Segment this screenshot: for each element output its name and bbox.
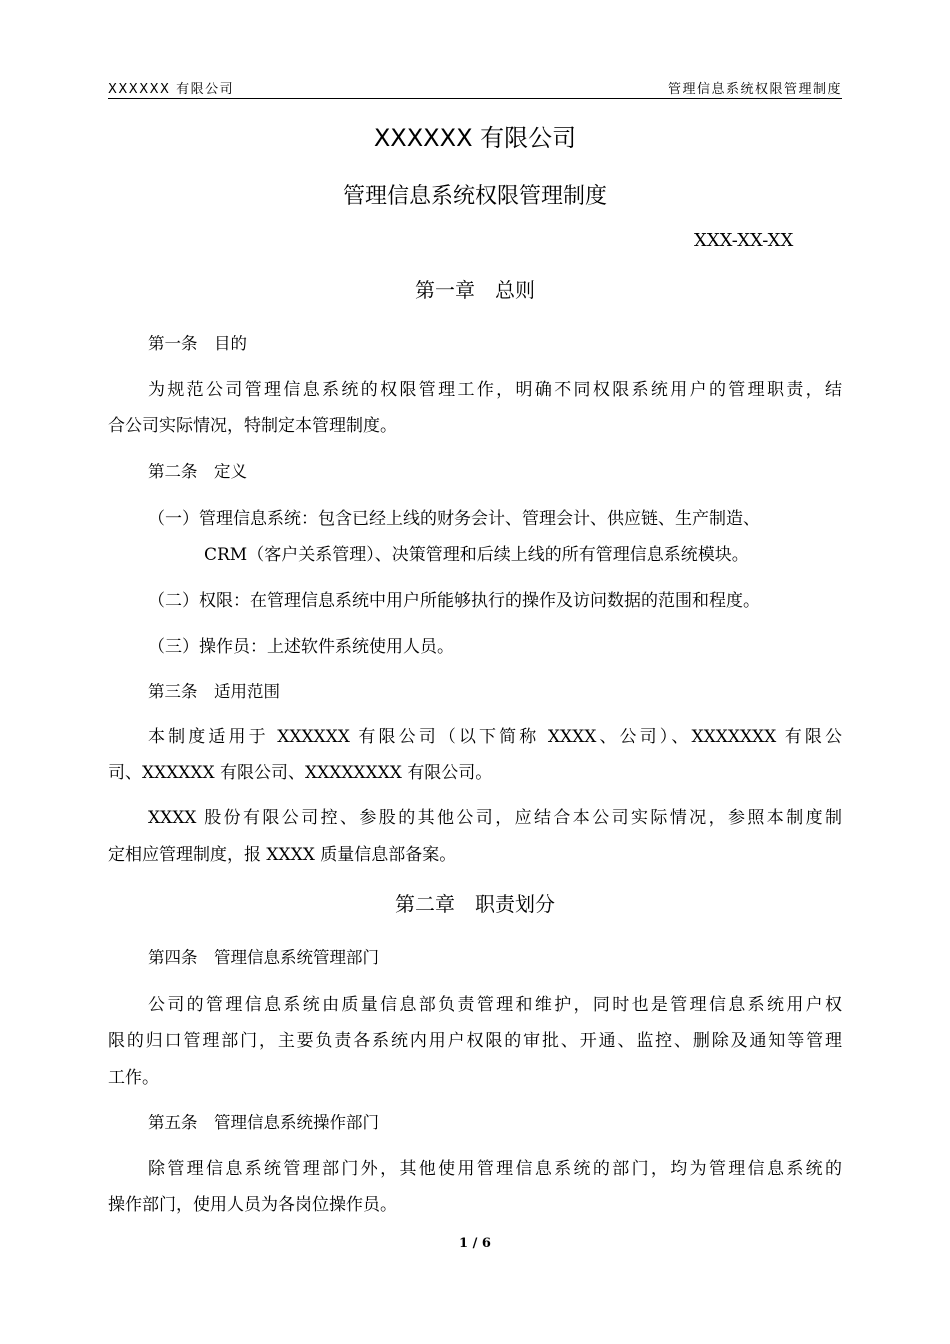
article-2-heading: 第二条 定义 [148,462,247,481]
company-title: XXXXXX 有限公司 [373,124,577,152]
document-code: XXX-XX-XX [694,230,794,251]
article-3-para-2-line-1: XXXX 股份有限公司控、参股的其他公司，应结合本公司实际情况，参照本制度制 [148,808,842,828]
article-3-para-1-line-1: 本制度适用于 XXXXXX 有限公司（以下简称 XXXX、公司）、XXXXXXX 有限公 [148,727,842,747]
article-1-heading: 第一条 目的 [148,334,247,353]
article-4-text-line-3: 工作。 [108,1068,159,1088]
definition-item-3: （三）操作员：上述软件系统使用人员。 [148,637,454,657]
article-5-heading: 第五条 管理信息系统操作部门 [148,1113,379,1132]
definition-item-1-line-2: CRM（客户关系管理）、决策管理和后续上线的所有管理信息系统模块。 [204,545,749,565]
article-4-heading: 第四条 管理信息系统管理部门 [148,948,379,967]
article-3-para-2-line-2: 定相应管理制度，报 XXXX 质量信息部备案。 [108,845,457,865]
definition-item-2: （二）权限：在管理信息系统中用户所能够执行的操作及访问数据的范围和程度。 [148,591,760,611]
running-header-left: XXXXXX 有限公司 [108,82,235,97]
article-1-text-line-1: 为规范公司管理信息系统的权限管理工作，明确不同权限系统用户的管理职责，结 [148,380,842,400]
definition-item-1-line-1: （一）管理信息系统：包含已经上线的财务会计、管理会计、供应链、生产制造、 [148,509,760,529]
running-header-right: 管理信息系统权限管理制度 [667,82,842,97]
article-4-text-line-1: 公司的管理信息系统由质量信息部负责管理和维护，同时也是管理信息系统用户权 [148,995,842,1015]
article-3-para-1-line-2: 司、XXXXXX 有限公司、XXXXXXXX 有限公司。 [108,763,493,783]
article-4-text-line-2: 限的归口管理部门，主要负责各系统内用户权限的审批、开通、监控、删除及通知等管理 [108,1031,842,1051]
article-1-text-line-2: 合公司实际情况，特制定本管理制度。 [108,416,397,436]
chapter-1-heading: 第一章 总则 [415,278,535,302]
article-3-heading: 第三条 适用范围 [148,682,280,701]
article-5-text-line-2: 操作部门，使用人员为各岗位操作员。 [108,1195,397,1215]
article-5-text-line-1: 除管理信息系统管理部门外，其他使用管理信息系统的部门，均为管理信息系统的 [148,1159,842,1179]
page-number: 1 / 6 [459,1236,491,1251]
document-title: 管理信息系统权限管理制度 [342,184,607,209]
header-divider [108,98,842,99]
chapter-2-heading: 第二章 职责划分 [395,892,555,916]
